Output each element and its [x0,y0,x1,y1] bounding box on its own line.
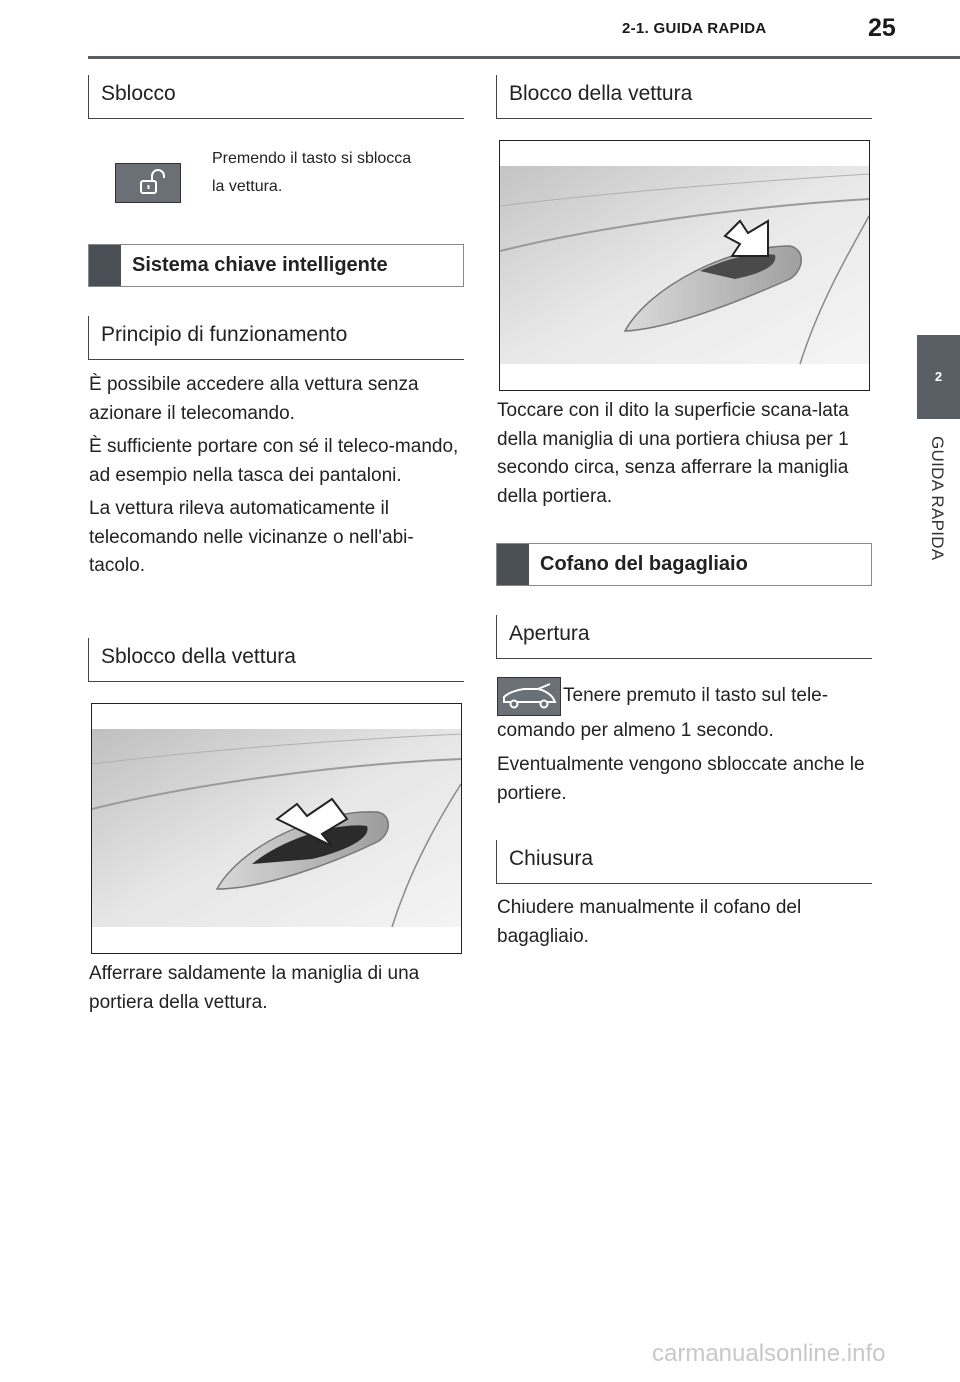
car-trunk-icon [497,677,561,716]
unlock-icon [115,163,181,203]
unlock-heading: Sblocco [88,75,464,119]
closing-text: Chiudere manualmente il cofano del bagagliaio. [497,897,802,947]
unlock-car-text: Afferrare saldamente la maniglia di una portiera della vettura. [89,963,420,1013]
section-bar [497,544,529,585]
paragraph: È possibile accedere alla vettura senza azionare il telecomando. [89,374,419,424]
principle-heading: Principio di funzionamento [88,316,464,360]
opening-text-line-2: comando per almeno 1 secondo. [497,720,774,741]
door-handle-touch-figure [499,140,870,391]
header-title: 2-1. GUIDA RAPIDA [622,20,767,37]
watermark: carmanualsonline.info [652,1340,886,1367]
door-handle-grab-figure [91,703,462,954]
opening-text-line-3: Eventualmente vengono sbloccate anche le portiere. [497,754,865,804]
unlock-text-line-1: Premendo il tasto si sblocca [212,150,412,167]
section-smart-key [88,244,464,287]
header-rule [88,56,960,59]
unlock-text [212,145,462,201]
section-title: Cofano del bagagliaio [540,553,748,575]
page-number: 25 [868,14,896,42]
section-trunk [496,543,872,586]
section-title: Sistema chiave intelligente [132,254,388,276]
unlock-text-line-2: la vettura. [212,178,283,195]
lock-car-heading: Blocco della vettura [496,75,872,119]
paragraph: La vettura rileva automaticamente il telecomando nelle vicinanze o nell'abi-tacolo. [89,498,414,576]
section-bar [89,245,121,286]
principle-body [89,371,463,586]
paragraph: È sufficiente portare con sé il teleco-mando, ad esempio nella tasca dei pantaloni. [89,436,459,486]
chapter-tab-label: GUIDA RAPIDA [928,436,947,561]
opening-heading: Apertura [496,615,872,659]
opening-text-line-1: Tenere premuto il tasto sul tele- [563,685,829,706]
lock-car-text: Toccare con il dito la superficie scana-lata della maniglia di una portiera chiusa per 1 secondo circa, senza afferrare la maniglia della portiera. [497,400,849,507]
chapter-tab: 2 [917,335,960,419]
closing-heading: Chiusura [496,840,872,884]
unlock-car-heading: Sblocco della vettura [88,638,464,682]
